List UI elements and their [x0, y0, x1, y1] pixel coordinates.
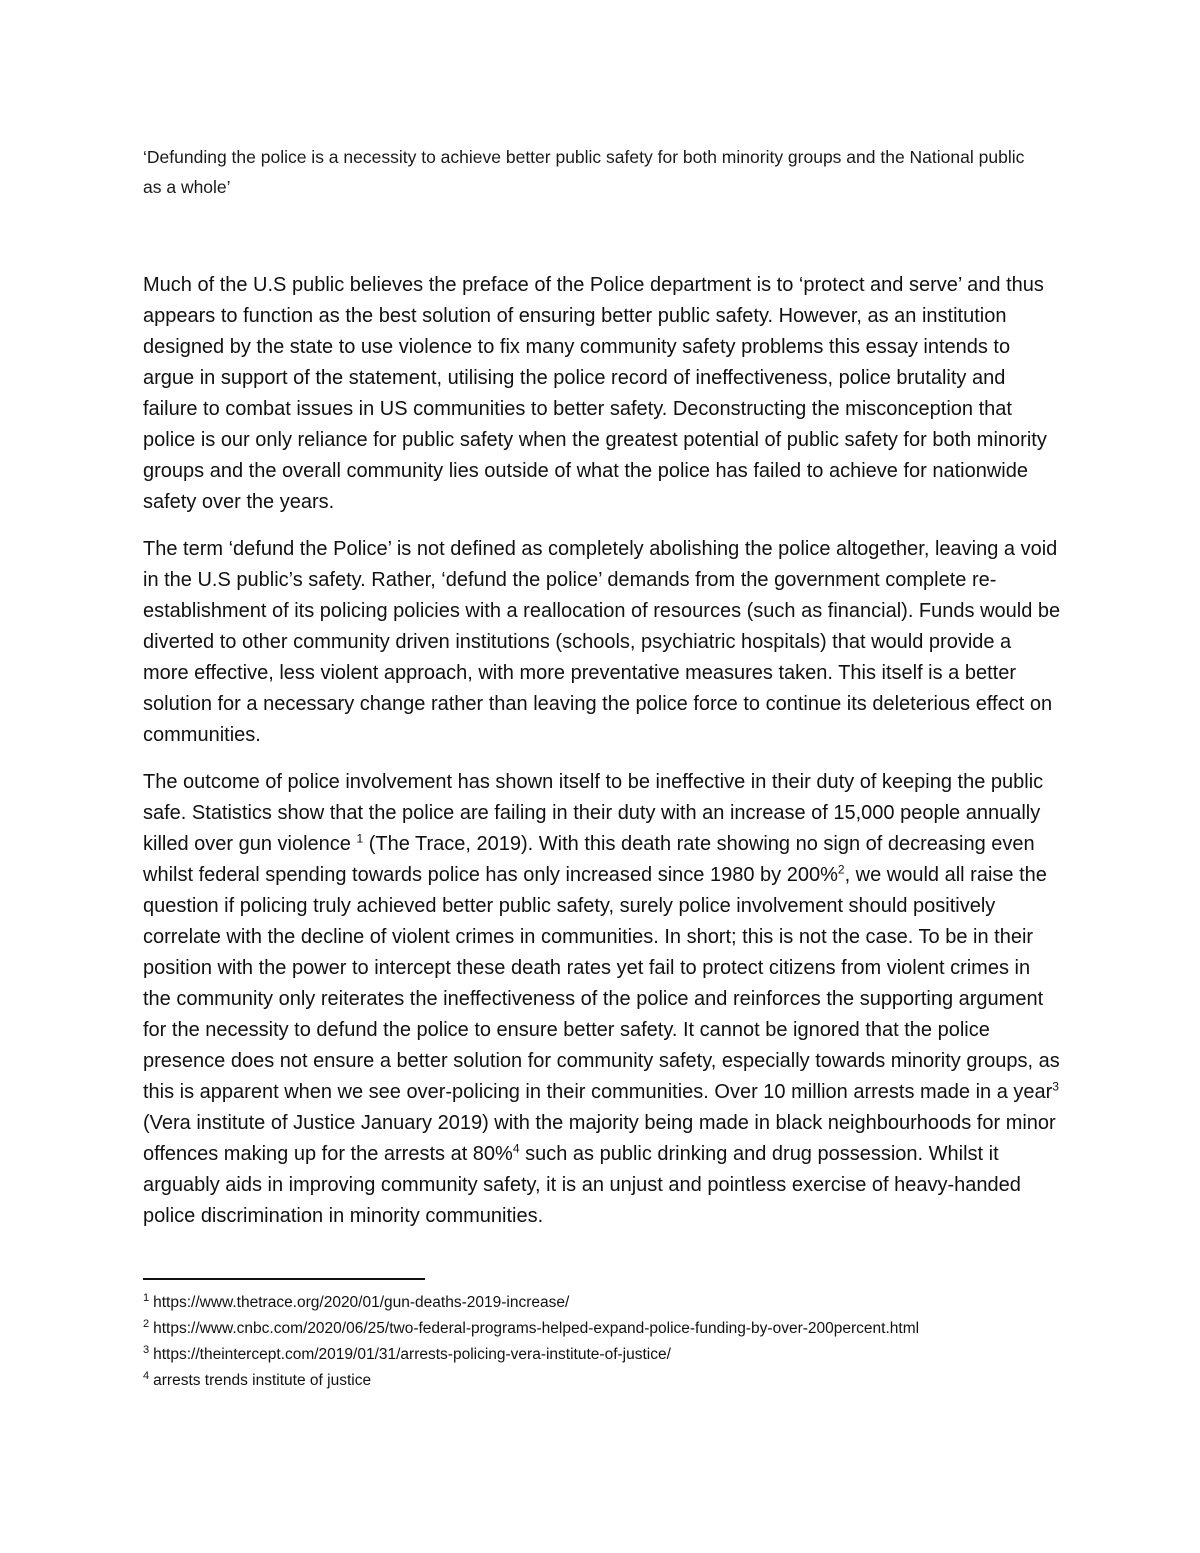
footnote-4 [143, 1368, 1043, 1394]
paragraph-text: such as public drinking and drug possession. Whilst it arguably aids in improving community safety, it is an unjust and pointless exercise of heavy-handed police discrimination in minority communities. [143, 1143, 1021, 1227]
footnote-3 [143, 1342, 1043, 1368]
footnote-number: 1 [143, 1291, 150, 1304]
footnote-ref-1[interactable]: 1 [356, 831, 364, 846]
footnotes [143, 1290, 1043, 1394]
footnote-link[interactable]: https://www.cnbc.com/2020/06/25/two-federal-programs-helped-expand-police-funding-by-over-200percent.html [153, 1320, 920, 1337]
footnote-ref-4[interactable]: 4 [512, 1141, 520, 1156]
paragraph-text: The outcome of police involvement has shown itself to be ineffective in their duty of keeping the public safe. Statistics show that the police are failing in their duty with an increase of 15,000 people annually killed over gun violence [143, 771, 1044, 855]
footnote-number: 4 [143, 1369, 150, 1382]
paragraph-text: , we would all raise the question if policing truly achieved better public safety, surely police involvement should positively correlate with the decline of violent crimes in communities. In short; this is not the case. To be in their position with the power to intercept these death rates yet fail to protect citizens from violent crimes in the community only reiterates the ineffectiveness of the police and reinforces the supporting argument for the necessity to defund the police to ensure better safety. It cannot be ignored that the police presence does not ensure a better solution for community safety, especially towards minority groups, as this is apparent when we see over-policing in their communities. Over 10 million arrests made in a year [143, 864, 1060, 1103]
footnote-number: 2 [143, 1317, 150, 1330]
footnote-link[interactable]: https://theintercept.com/2019/01/31/arrests-policing-vera-institute-of-justice/ [153, 1346, 671, 1363]
footnote-text: arrests trends institute of justice [153, 1372, 372, 1389]
paragraph-definition [143, 534, 1061, 751]
footnote-ref-3[interactable]: 3 [1052, 1079, 1059, 1094]
paragraph-text: (Vera institute of Justice January 2019) with the majority being made in black neighbourhoods for minor offences making up for the arrests at 80% [143, 1112, 1056, 1165]
footnote-separator [143, 1278, 425, 1280]
paragraph-argument [143, 767, 1061, 1232]
essay-title: ‘Defunding the police is a necessity to achieve better public safety for both minority groups and the National public as a whole’ [143, 147, 1025, 197]
footnote-link[interactable]: https://www.thetrace.org/2020/01/gun-deaths-2019-increase/ [153, 1294, 570, 1311]
paragraph-intro [143, 270, 1061, 518]
footnote-1 [143, 1290, 1043, 1316]
footnote-2 [143, 1316, 1043, 1342]
footnote-number: 3 [143, 1343, 150, 1356]
paragraph-text: Much of the U.S public believes the preface of the Police department is to ‘protect and serve’ and thus appears to function as the best solution of ensuring better public safety. However, as an institution designed by the state to use violence to fix many community safety problems this essay intends to argue in support of the statement, utilising the police record of ineffectiveness, police brutality and failure to combat issues in US communities to better safety. Deconstructing the misconception that police is our only reliance for public safety when the greatest potential of public safety for both minority groups and the overall community lies outside of what the police has failed to achieve for nationwide safety over the years. [143, 274, 1047, 513]
paragraph-text: The term ‘defund the Police’ is not defined as completely abolishing the police altogether, leaving a void in the U.S public’s safety. Rather, ‘defund the police’ demands from the government complete re-establishment of its policing policies with a reallocation of resources (such as financial). Funds would be diverted to other community driven institutions (schools, psychiatric hospitals) that would provide a more effective, less violent approach, with more preventative measures taken. This itself is a better solution for a necessary change rather than leaving the police force to continue its deleterious effect on communities. [143, 538, 1061, 746]
paragraph-text: (The Trace, 2019). With this death rate showing no sign of decreasing even whilst federal spending towards police has only increased since 1980 by 200% [143, 833, 1035, 886]
essay-body [143, 270, 1061, 1248]
footnote-ref-2[interactable]: 2 [837, 862, 845, 877]
